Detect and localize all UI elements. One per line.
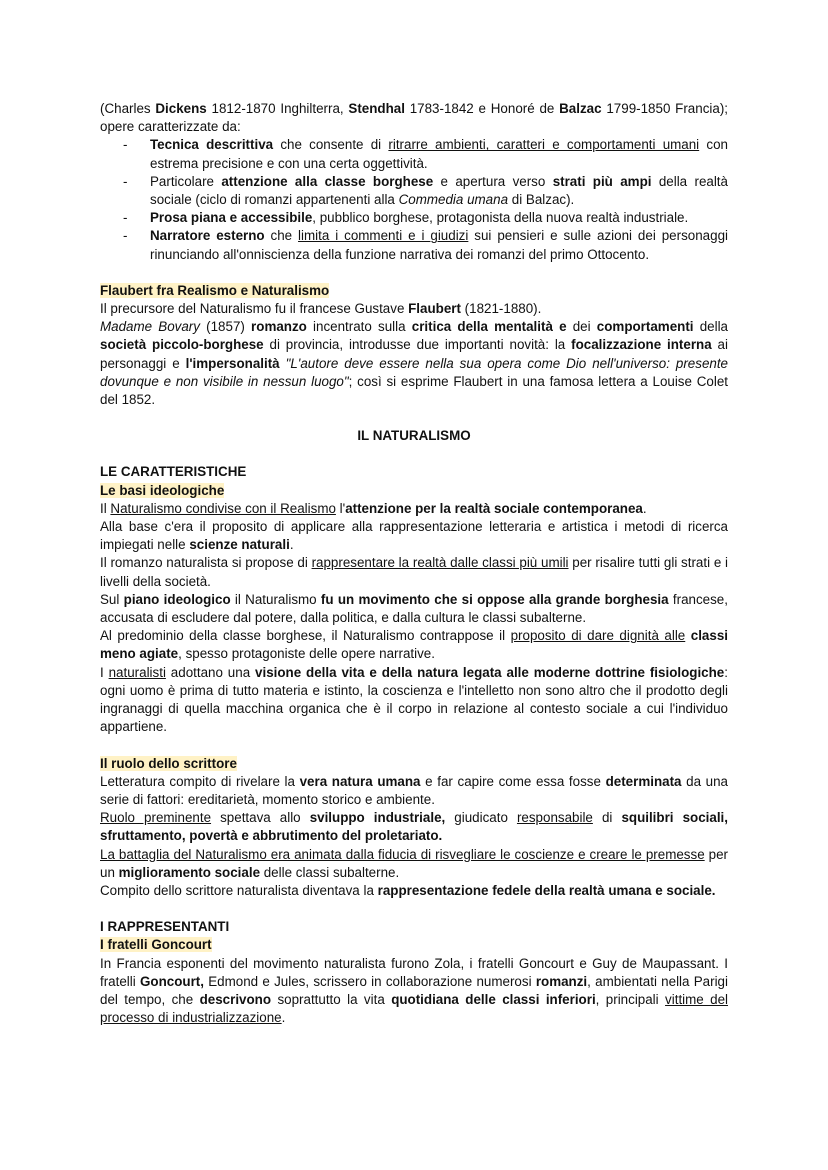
ruolo-paragraph: Compito dello scrittore naturalista diventava la rappresentazione fedele della realtà umana e sociale. (100, 882, 716, 898)
intro-paragraph: (Charles Dickens 1812-1870 Inghilterra, Stendhal 1783-1842 e Honoré de Balzac 1799-1850 Francia); opere caratterizzate da: (100, 101, 729, 135)
section-title: IL NATURALISMO (357, 428, 471, 444)
ruolo-paragraph: Letteratura compito di rivelare la vera natura umana e far capire come essa fosse determinata da una serie di fattori: ereditarietà, momento storico e ambiente. (100, 773, 728, 807)
caratteristiche-paragraph: Alla base c'era il proposito di applicare alla rappresentazione letteraria e artistica i metodi di ricerca impiegati nelle scienze naturali. (100, 519, 728, 553)
ruolo-heading-text: Il ruolo dello scrittore (100, 755, 237, 771)
flaubert-paragraph-2: Madame Bovary (1857) romanzo incentrato sulla critica della mentalità e dei comportamenti della società piccolo-borghese di provincia, introdusse due importanti novità: la focalizzazione interna ai personaggi e l'impersonalità "L'autore deve essere nella sua opera come Dio nell'universo: presente dovunque e non visibile in nessun luogo"; così si esprime Flaubert in una famosa lettera a Louise Colet del 1852. (100, 319, 728, 408)
basi-ideologiche-heading (100, 482, 728, 500)
goncourt-heading-text: I fratelli Goncourt (100, 937, 212, 953)
caratteristiche-paragraph: Sul piano ideologico il Naturalismo fu un movimento che si oppose alla grande borghesia francese, accusata di escludere dal potere, dalla politica, e dalla cultura le classi subalterne. (100, 591, 728, 626)
caratteristiche-paragraph: Il romanzo naturalista si propose di rappresentare la realtà dalle classi più umili per risalire tutti gli strati e i livelli della società. (100, 555, 728, 589)
flaubert-heading-text: Flaubert fra Realismo e Naturalismo (100, 282, 330, 298)
list-item: - Particolare attenzione alla classe borghese e apertura verso strati più ampi della realtà sociale (ciclo di romanzi appartenenti alla Commedia umana di Balzac). (150, 173, 728, 209)
caratteristiche-paragraph: I naturalisti adottano una visione della vita e della natura legata alle moderne dottrine fisiologiche: ogni uomo è prima di tutto materia e istinto, la coscienza e l'intelletto non sono altro che il prodotto degli ingranaggi di quella macchina organica che è il corpo in relazione al contesto sociale a cui l'individuo appartiene. (100, 664, 728, 735)
features-list (100, 136, 728, 263)
goncourt-heading (100, 936, 728, 954)
rappresentanti-heading: I RAPPRESENTANTI (100, 919, 230, 935)
ruolo-paragraph: Ruolo preminente spettava allo sviluppo industriale, giudicato responsabile di squilibri sociali, sfruttamento, povertà e abbrutimento del proletariato. (100, 810, 728, 844)
flaubert-heading (100, 282, 728, 300)
list-item: - Prosa piana e accessibile, pubblico borghese, protagonista della nuova realtà industriale. (150, 209, 728, 227)
caratteristiche-paragraph: Il Naturalismo condivise con il Realismo l'attenzione per la realtà sociale contemporanea. (100, 500, 647, 516)
list-item: - Tecnica descrittiva che consente di ritrarre ambienti, caratteri e comportamenti umani con estrema precisione e con una certa oggettività. (150, 136, 728, 172)
ruolo-heading (100, 755, 728, 773)
caratteristiche-heading: LE CARATTERISTICHE (100, 464, 247, 480)
flaubert-paragraph-1: Il precursore del Naturalismo fu il francese Gustave Flaubert (1821-1880). (100, 301, 542, 317)
list-item: - Narratore esterno che limita i commenti e i giudizi sui pensieri e sulle azioni dei personaggi rinunciando all'onniscienza della funzione narrativa dei romanzi del primo Ottocento. (150, 227, 728, 263)
goncourt-paragraph: In Francia esponenti del movimento naturalista furono Zola, i fratelli Goncourt e Guy de Maupassant. I fratelli Goncourt, Edmond e Jules, scrissero in collaborazione numerosi romanzi, ambientati nella Parigi del tempo, che descrivono soprattutto la vita quotidiana delle classi inferiori, principali vittime del processo di industrializzazione. (100, 955, 729, 1026)
basi-ideologiche-heading-text: Le basi ideologiche (100, 482, 225, 498)
ruolo-paragraph: La battaglia del Naturalismo era animata dalla fiducia di risvegliare le coscienze e creare le premesse per un miglioramento sociale delle classi subalterne. (100, 846, 728, 880)
caratteristiche-paragraph: Al predominio della classe borghese, il Naturalismo contrappose il proposito di dare dignità alle classi meno agiate, spesso protagoniste delle opere narrative. (100, 628, 728, 662)
